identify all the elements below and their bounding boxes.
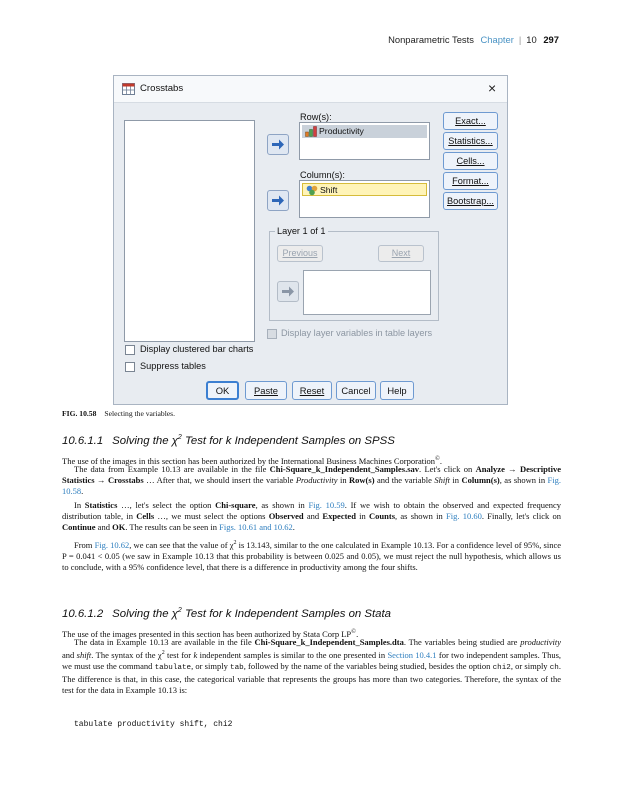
- bootstrap-button[interactable]: Bootstrap...: [443, 192, 498, 210]
- format-button[interactable]: Format...: [443, 172, 498, 190]
- clustered-bar-label: Display clustered bar charts: [140, 344, 254, 354]
- rows-label: Row(s):: [300, 112, 332, 122]
- figure-caption-text: Selecting the variables.: [104, 409, 176, 418]
- variable-list[interactable]: [124, 120, 255, 342]
- dialog-titlebar: [114, 76, 507, 103]
- paragraph: The data from Example 10.13 are available in the file Chi-Square_k_Independent_Samples.sav. Let's click on Analyze → Descriptive Statistics → Crosstabs … After that, we should insert the variable Productivity in Row(s) and the variable Shift in Column(s), as shown in Fig. 10.58.: [62, 464, 562, 496]
- paragraph: The use of the images in this section has been authorized by the International Business Machines Corporation©.: [62, 455, 443, 466]
- running-head-chapter-number: 10: [526, 34, 537, 45]
- columns-list[interactable]: [299, 180, 430, 218]
- previous-button[interactable]: Previous: [277, 245, 323, 262]
- move-to-columns-button[interactable]: [267, 190, 289, 211]
- next-button[interactable]: Next: [378, 245, 424, 262]
- columns-item-label: Shift: [320, 185, 338, 195]
- nominal-variable-icon: [306, 185, 318, 196]
- layer-list[interactable]: [303, 270, 431, 315]
- move-to-layer-button[interactable]: [277, 281, 299, 302]
- help-button[interactable]: Help: [380, 381, 414, 400]
- exact-button[interactable]: Exact...: [443, 112, 498, 130]
- reset-button[interactable]: Reset: [292, 381, 332, 400]
- columns-item-shift[interactable]: [302, 183, 427, 196]
- running-head: [388, 34, 559, 45]
- rows-list[interactable]: [299, 122, 430, 160]
- paragraph: In Statistics …, let's select the option Chi-square, as shown in Fig. 10.59. If we wish to obtain the observed and expected frequency distribution table, in Cells …, we must select the options Observed and Expected in Counts, as shown in Fig. 10.60. Finally, let's click on Continue and OK. The results can be seen in Figs. 10.61 and 10.62.: [62, 500, 562, 532]
- dialog-title: Crosstabs: [140, 83, 184, 94]
- section-heading-spss: 10.6.1.1 Solving the $\chi^2$ Test for k Independent Samples on SPSS: [62, 434, 395, 447]
- page-number: 297: [543, 34, 559, 45]
- section-heading-stata: 10.6.1.2 Solving the $\chi^2$ Test for k Independent Samples on Stata: [62, 607, 392, 620]
- arrow-right-icon: [281, 285, 295, 298]
- arrow-right-icon: [271, 138, 285, 151]
- figure-link[interactable]: Fig. 10.58: [62, 475, 562, 496]
- rows-item-productivity[interactable]: [302, 125, 427, 138]
- code-block: tabulate productivity shift, chi2: [74, 720, 233, 729]
- crosstabs-app-icon: [122, 83, 135, 95]
- statistics-button[interactable]: Statistics...: [443, 132, 498, 150]
- suppress-tables-label: Suppress tables: [140, 361, 206, 371]
- paste-button[interactable]: Paste: [245, 381, 287, 400]
- running-head-separator: |: [518, 34, 522, 45]
- figure-link[interactable]: Fig. 10.59: [308, 500, 345, 510]
- layer-title: Layer 1 of 1: [277, 226, 326, 236]
- display-layer-checkbox[interactable]: [267, 329, 277, 339]
- running-head-title: Nonparametric Tests: [388, 34, 474, 45]
- arrow-right-icon: [271, 194, 285, 207]
- running-head-chapter: Chapter: [480, 34, 514, 45]
- close-icon[interactable]: ×: [488, 80, 497, 96]
- paragraph: The use of the images presented in this section has been authorized by Stata Corp LP©.: [62, 628, 359, 639]
- clustered-bar-checkbox[interactable]: [125, 345, 135, 355]
- crosstabs-dialog: [113, 75, 508, 405]
- ordinal-variable-icon: [305, 126, 318, 137]
- rows-item-label: Productivity: [319, 126, 364, 136]
- ok-button[interactable]: OK: [206, 381, 239, 400]
- cells-button[interactable]: Cells...: [443, 152, 498, 170]
- suppress-tables-checkbox[interactable]: [125, 362, 135, 372]
- columns-label: Column(s):: [300, 170, 345, 180]
- figure-caption: [62, 409, 175, 418]
- paragraph: The data in Example 10.13 are available in the file Chi-Square_k_Independent_Samples.dta. The variables being studied are productivity and shift. The syntax of the $\chi^2$ test for k independent samples is similar to the one presented in Section 10.4.1 for two independent samples. Thus, we must use the command tabulate, or simply tab, followed by the name of the variables being studied, besides the option chi2, or simply ch. The difference is that, in this case, the categorical variable that represents the groups has more than two categories. Therefore, the syntax of the test for the data in Example 10.13 is:: [62, 637, 562, 695]
- paragraph: From Fig. 10.62, we can see that the value of $\chi^2$ is 13.143, similar to the one calculated in Example 10.13. For a confidence level of 95%, since P = 0.041 < 0.05 (we saw in Example 10.13 that this probability is between 0.025 and 0.05), we must reject the null hypothesis, which allows us to conclude, with a 95% confidence level, that there is a difference in productivity among the four shifts.: [62, 539, 562, 572]
- cancel-button[interactable]: Cancel: [336, 381, 376, 400]
- figure-link[interactable]: Figs. 10.61 and 10.62: [219, 522, 293, 532]
- move-to-rows-button[interactable]: [267, 134, 289, 155]
- display-layer-label: Display layer variables in table layers: [281, 328, 433, 338]
- figure-link[interactable]: Fig. 10.62: [94, 539, 130, 550]
- figure-link[interactable]: Fig. 10.60: [446, 511, 482, 521]
- section-link[interactable]: Section 10.4.1: [387, 649, 437, 660]
- figure-label: FIG. 10.58: [62, 409, 97, 418]
